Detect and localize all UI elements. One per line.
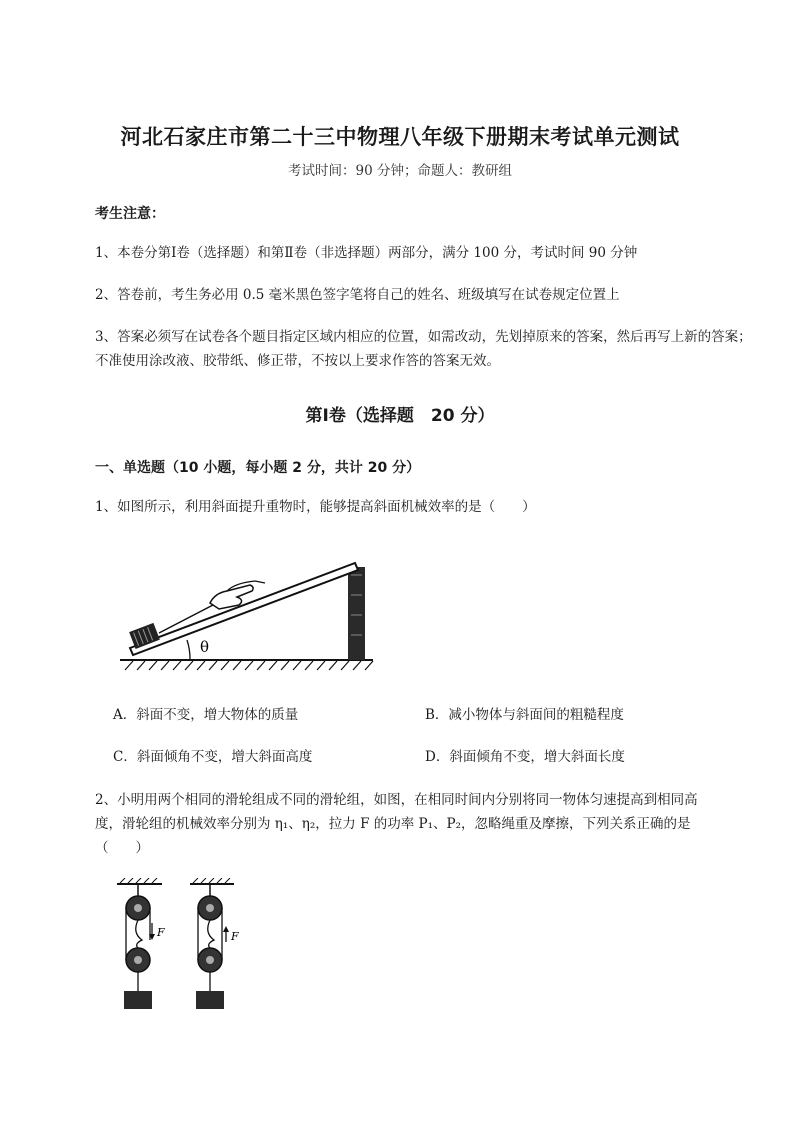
- question-2-stem-line-1: 2、小明用两个相同的滑轮组成不同的滑轮组，如图，在相同时间内分别将同一物体匀速提高到相同高: [95, 792, 698, 808]
- question-2-stem-line-2: 度，滑轮组的机械效率分别为 η₁、η₂，拉力 F 的功率 P₁、P₂，忽略绳重及摩擦，下列关系正确的是: [95, 816, 691, 832]
- section-title: 第Ⅰ卷（选择题 20 分）: [305, 406, 495, 426]
- notice-item-1: 1、本卷分第Ⅰ卷（选择题）和第Ⅱ卷（非选择题）两部分，满分 100 分，考试时间 90 分钟: [95, 245, 638, 261]
- q1-option-d[interactable]: D．斜面倾角不变，增大斜面长度: [425, 749, 625, 765]
- exam-info: 考试时间：90 分钟；命题人：教研组: [288, 163, 512, 179]
- part-heading: 一、单选题（10 小题，每小题 2 分，共计 20 分）: [95, 460, 421, 476]
- pulley-system-right: [190, 878, 239, 1009]
- q1-option-a[interactable]: A．斜面不变，增大物体的质量: [113, 707, 299, 723]
- incline-figure: [115, 545, 380, 675]
- notice-item-3: 3、答案必须写在试卷各个题目指定区域内相应的位置，如需改动，先划掉原来的答案，然后再写上新的答案；不准使用涂改液、胶带纸、修正带，不按以上要求作答的答案无效。: [95, 329, 752, 369]
- question-2-stem-line-3: （ ）: [95, 840, 149, 856]
- angle-theta-label: θ: [200, 638, 210, 656]
- pulley-figure: [112, 878, 252, 1018]
- q1-option-c[interactable]: C．斜面倾角不变，增大斜面高度: [113, 749, 313, 765]
- force-label-right: F: [231, 930, 239, 943]
- page-title: 河北石家庄市第二十三中物理八年级下册期末考试单元测试: [120, 125, 680, 149]
- q1-option-b[interactable]: B．减小物体与斜面间的粗糙程度: [425, 707, 624, 723]
- question-1-stem: 1、如图所示，利用斜面提升重物时，能够提高斜面机械效率的是（ ）: [95, 499, 536, 515]
- force-label-left: F: [157, 926, 165, 939]
- pulley-system-left: [117, 878, 165, 1009]
- notice-heading: 考生注意：: [95, 206, 165, 222]
- notice-item-2: 2、答卷前，考生务必用 0.5 毫米黑色签字笔将自己的姓名、班级填写在试卷规定位置上: [95, 287, 620, 303]
